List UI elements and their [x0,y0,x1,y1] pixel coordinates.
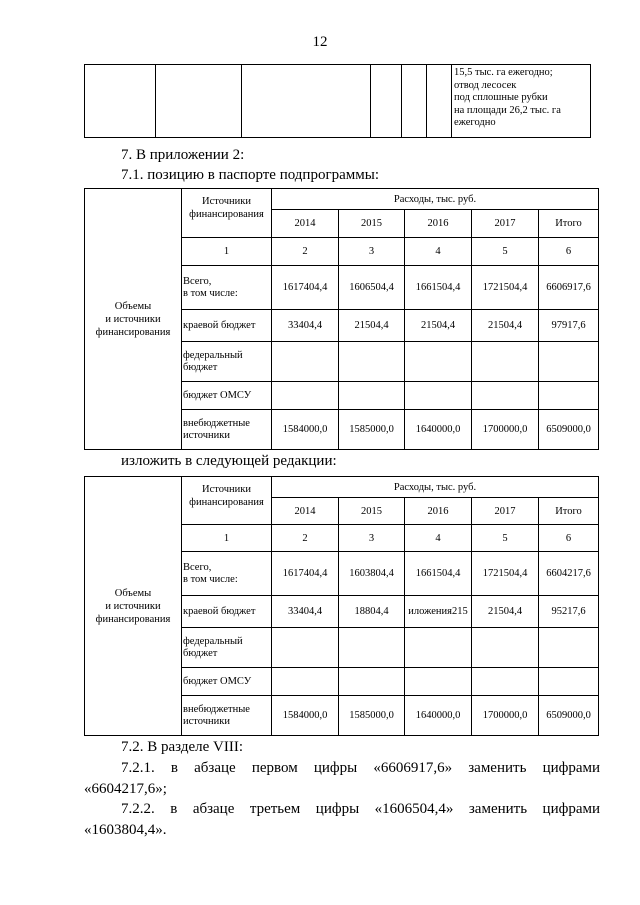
empty-cell [371,65,402,138]
column-number: 6 [539,238,599,266]
paragraph-7-2-2-end: «1603804,4». [84,822,167,838]
value-cell [405,628,472,668]
value-cell [539,628,599,668]
value-cell: 33404,4 [272,310,339,342]
column-number: 3 [339,525,405,552]
section-heading: 7. В приложении 2: [121,147,245,163]
value-cell: 1700000,0 [472,696,539,736]
value-cell: 1585000,0 [339,696,405,736]
row-source-label [182,410,272,450]
sources-header [182,189,272,238]
header-line: финансирования [189,497,264,508]
row-label-cell [85,477,182,736]
column-number: 5 [472,238,539,266]
value-cell: 21504,4 [339,310,405,342]
label-line: Всего, [183,275,212,287]
value-cell [272,342,339,382]
value-cell [405,382,472,410]
word: заменить [468,760,527,776]
value-cell: 97917,6 [539,310,599,342]
continued-line: отвод лесосек [454,79,517,91]
row-source-label [182,382,272,410]
empty-cell [402,65,427,138]
value-cell [405,342,472,382]
row-source-label [182,696,272,736]
total-header: Итого [539,498,599,525]
year-header: 2014 [272,210,339,238]
label-line: краевой бюджет [183,605,256,617]
row-source-label [182,342,272,382]
column-number: 4 [405,238,472,266]
paragraph-7-2-1 [84,759,600,778]
value-cell: 6509000,0 [539,410,599,450]
value-cell [472,668,539,696]
empty-cell [242,65,371,138]
year-header: 2014 [272,498,339,525]
label-line: Всего, [183,561,212,573]
row-source-label [182,310,272,342]
paragraph-7-2-2 [84,800,600,819]
value-cell [405,668,472,696]
section-heading: 7.1. позицию в паспорте подпрограммы: [121,167,380,183]
row-label-line: финансирования [95,326,171,338]
value-cell [539,342,599,382]
value-cell [539,668,599,696]
row-label-line: Объемы [114,300,152,312]
financing-table-old [84,188,599,450]
continued-line: 15,5 тыс. га ежегодно; [454,67,553,78]
row-label-line: и источники [105,600,161,612]
row-label-line: Объемы [114,587,152,599]
value-cell: 1661504,4 [405,266,472,310]
column-number: 2 [272,238,339,266]
value-cell: 1640000,0 [405,696,472,736]
value-cell: 6606917,6 [539,266,599,310]
column-number: 1 [182,238,272,266]
value-cell: 1617404,4 [272,266,339,310]
label-line: краевой бюджет [183,319,256,331]
continued-line: под сплошные рубки [454,92,548,103]
value-cell [272,382,339,410]
column-number: 5 [472,525,539,552]
value-cell [272,628,339,668]
value-cell: 18804,4 [339,596,405,628]
paragraph-7-2-1-end: «6604217,6»; [84,781,167,797]
value-cell: 1585000,0 [339,410,405,450]
edit-instruction: изложить в следующей редакции: [121,453,337,469]
row-source-label [182,266,272,310]
label-line: в том числе: [183,287,238,299]
financing-table-new [84,476,599,736]
row-label-cell [85,189,182,450]
word: первом [251,760,298,776]
value-cell: 1606504,4 [339,266,405,310]
continued-line: на площади 26,2 тыс. га [454,104,561,116]
row-label-line: и источники [105,313,161,325]
value-cell: 21504,4 [405,310,472,342]
empty-cell [85,65,156,138]
year-header: 2017 [472,210,539,238]
value-cell: 1640000,0 [405,410,472,450]
value-cell: 1721504,4 [472,552,539,596]
value-cell [339,342,405,382]
expenses-header: Расходы, тыс. руб. [272,477,599,498]
label-line: бюджет ОМСУ [183,675,252,687]
word: третьем [249,801,301,817]
label-line: источники [183,715,230,727]
value-cell: 6604217,6 [539,552,599,596]
year-header: 2015 [339,210,405,238]
value-cell: 1584000,0 [272,696,339,736]
value-cell [272,668,339,696]
column-number: 2 [272,525,339,552]
label-line: федеральный [183,635,243,647]
value-cell [472,342,539,382]
word: цифры [315,801,360,817]
value-cell: 21504,4 [472,596,539,628]
label-line: бюджет [183,647,218,659]
continued-table [84,64,591,138]
continued-text-cell [452,65,591,138]
word: цифрами [542,801,600,817]
value-cell [472,628,539,668]
year-header: 2017 [472,498,539,525]
word: «1606504,4» [374,801,454,817]
empty-cell [427,65,452,138]
label-line: внебюджетные [183,417,250,429]
year-header: 2016 [405,210,472,238]
row-label-line: финансирования [95,613,171,625]
value-cell: 1603804,4 [339,552,405,596]
sources-header [182,477,272,525]
column-number: 6 [539,525,599,552]
word: 7.2.2. в [121,801,178,817]
word: 7.2.1. в [121,760,178,776]
year-header: 2015 [339,498,405,525]
word: цифры [313,760,358,776]
value-cell: 1617404,4 [272,552,339,596]
word: цифрами [542,760,601,776]
value-cell: 1721504,4 [472,266,539,310]
value-cell: 1661504,4 [405,552,472,596]
column-number: 3 [339,238,405,266]
section-heading: 7.2. В разделе VIII: [121,739,243,755]
row-source-label [182,628,272,668]
column-number: 4 [405,525,472,552]
empty-cell [156,65,242,138]
word: заменить [468,801,528,817]
label-line: источники [183,429,230,441]
row-source-label [182,668,272,696]
label-line: бюджет [183,361,218,373]
value-cell [472,382,539,410]
row-source-label [182,552,272,596]
value-cell: 95217,6 [539,596,599,628]
header-line: Источники [202,484,251,495]
value-cell: 1584000,0 [272,410,339,450]
value-cell: 21504,4 [472,310,539,342]
year-header: 2016 [405,498,472,525]
value-cell [339,668,405,696]
value-cell: иложения215 [405,596,472,628]
value-cell: 6509000,0 [539,696,599,736]
page-number: 12 [312,34,328,50]
expenses-header: Расходы, тыс. руб. [272,189,599,210]
header-line: финансирования [189,209,264,220]
value-cell [339,628,405,668]
value-cell [539,382,599,410]
word: абзаце [194,760,236,776]
label-line: внебюджетные [183,703,250,715]
row-source-label [182,596,272,628]
label-line: в том числе: [183,573,238,585]
value-cell: 33404,4 [272,596,339,628]
header-line: Источники [202,196,251,207]
continued-line: ежегодно [454,117,496,128]
word: абзаце [192,801,235,817]
label-line: федеральный [183,349,243,361]
total-header: Итого [539,210,599,238]
value-cell [339,382,405,410]
value-cell: 1700000,0 [472,410,539,450]
word: «6606917,6» [373,760,453,776]
label-line: бюджет ОМСУ [183,389,252,401]
column-number: 1 [182,525,272,552]
